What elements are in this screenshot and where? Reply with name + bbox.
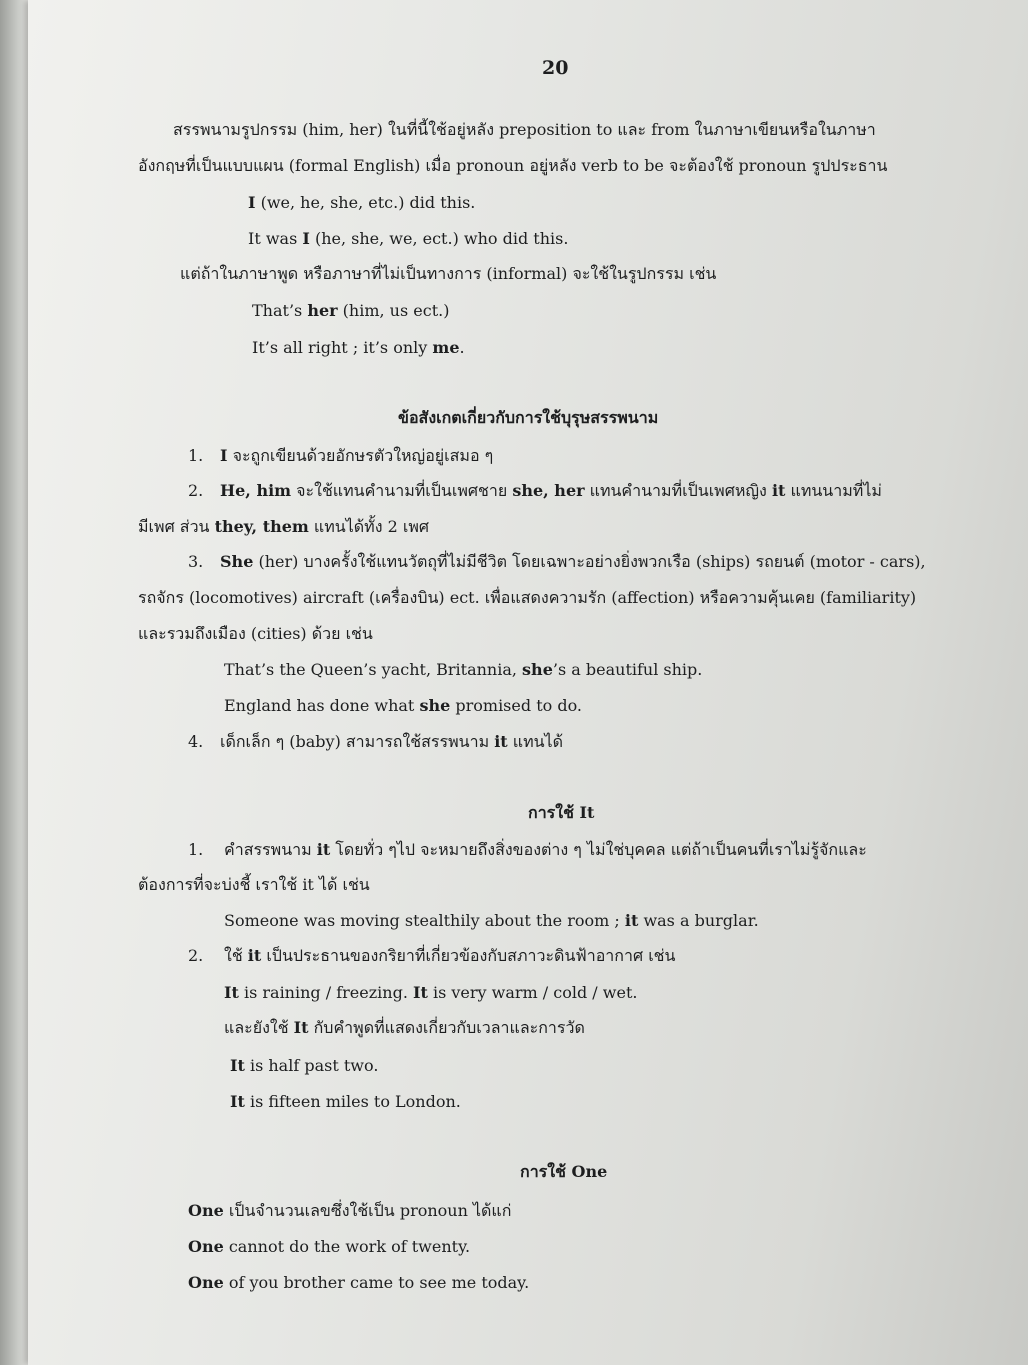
book-spine xyxy=(0,0,28,1365)
example-sentence: It is half past two. xyxy=(230,1056,379,1075)
example-sentence: It was I (he, she, we, ect.) who did this. xyxy=(248,229,569,248)
example-sentence: That’s the Queen’s yacht, Britannia, she’s a beautiful ship. xyxy=(224,660,703,679)
list-item-text: He, him จะใช้แทนคำนามที่เป็นเพศชาย she, her แทนคำนามที่เป็นเพศหญิง it แทนนามที่ไม่ xyxy=(220,481,882,500)
list-item-text: She (her) บางครั้งใช้แทนวัตถุที่ไม่มีชีวิต โดยเฉพาะอย่างยิ่งพวกเรือ (ships) รถยนต์ (motor - cars), xyxy=(220,552,926,571)
list-number: 4. xyxy=(188,732,204,751)
example-sentence: One of you brother came to see me today. xyxy=(188,1273,530,1292)
example-sentence: That’s her (him, us ect.) xyxy=(252,301,450,320)
document-page xyxy=(28,0,1028,1365)
example-sentence: I (we, he, she, etc.) did this. xyxy=(248,193,476,212)
list-item-text: รถจักร (locomotives) aircraft (เครื่องบิน) ect. เพื่อแสดงความรัก (affection) หรือความคุ้นเคย (familiarity) xyxy=(138,588,917,607)
list-number: 2. xyxy=(188,481,204,500)
example-sentence: It’s all right ; it’s only me. xyxy=(252,338,465,357)
list-item-text: ใช้ it เป็นประธานของกริยาที่เกี่ยวข้องกับสภาวะดินฟ้าอากาศ เช่น xyxy=(224,946,676,965)
example-sentence: England has done what she promised to do. xyxy=(224,696,583,715)
list-number: 1. xyxy=(188,446,204,465)
list-item-text: และรวมถึงเมือง (cities) ด้วย เช่น xyxy=(138,624,373,643)
example-sentence: Someone was moving stealthily about the room ; it was a burglar. xyxy=(224,911,759,930)
paragraph-line: และยังใช้ It กับคำพูดที่แสดงเกี่ยวกับเวลาและการวัด xyxy=(224,1018,585,1037)
paragraph-line: อังกฤษที่เป็นแบบแผน (formal English) เมื่อ pronoun อยู่หลัง verb to be จะต้องใช้ pronoun รูปประธาน xyxy=(138,156,888,175)
list-item-text: I จะถูกเขียนด้วยอักษรตัวใหญ่อยู่เสมอ ๆ xyxy=(220,446,494,465)
list-number: 3. xyxy=(188,552,204,571)
example-sentence: It is fifteen miles to London. xyxy=(230,1092,461,1111)
paragraph-line: สรรพนามรูปกรรม (him, her) ในที่นี้ใช้อยู่หลัง preposition to และ from ในภาษาเขียนหรือในภาษา xyxy=(173,120,876,139)
list-item-text: คำสรรพนาม it โดยทั่ว ๆไป จะหมายถึงสิ่งของต่าง ๆ ไม่ใช่บุคคล แต่ถ้าเป็นคนที่เราไม่รู้จักและ xyxy=(224,840,867,859)
example-sentence: It is raining / freezing. It is very warm / cold / wet. xyxy=(224,983,638,1002)
list-item-text: เด็กเล็ก ๆ (baby) สามารถใช้สรรพนาม it แทนได้ xyxy=(220,732,563,751)
list-number: 2. xyxy=(188,946,204,965)
list-number: 1. xyxy=(188,840,204,859)
section-heading: การใช้ One xyxy=(520,1162,608,1181)
list-item-text: มีเพศ ส่วน they, them แทนได้ทั้ง 2 เพศ xyxy=(138,517,430,536)
section-heading: ข้อสังเกตเกี่ยวกับการใช้บุรุษสรรพนาม xyxy=(398,408,659,427)
page-number: 20 xyxy=(542,57,569,79)
paragraph-line: แต่ถ้าในภาษาพูด หรือภาษาที่ไม่เป็นทางการ (informal) จะใช้ในรูปกรรม เช่น xyxy=(180,264,717,283)
section-heading: การใช้ It xyxy=(528,803,595,822)
list-item-text: ต้องการที่จะบ่งชี้ เราใช้ it ได้ เช่น xyxy=(138,875,370,894)
paragraph-line: One เป็นจำนวนเลขซึ่งใช้เป็น pronoun ได้แก่ xyxy=(188,1201,512,1220)
example-sentence: One cannot do the work of twenty. xyxy=(188,1237,471,1256)
